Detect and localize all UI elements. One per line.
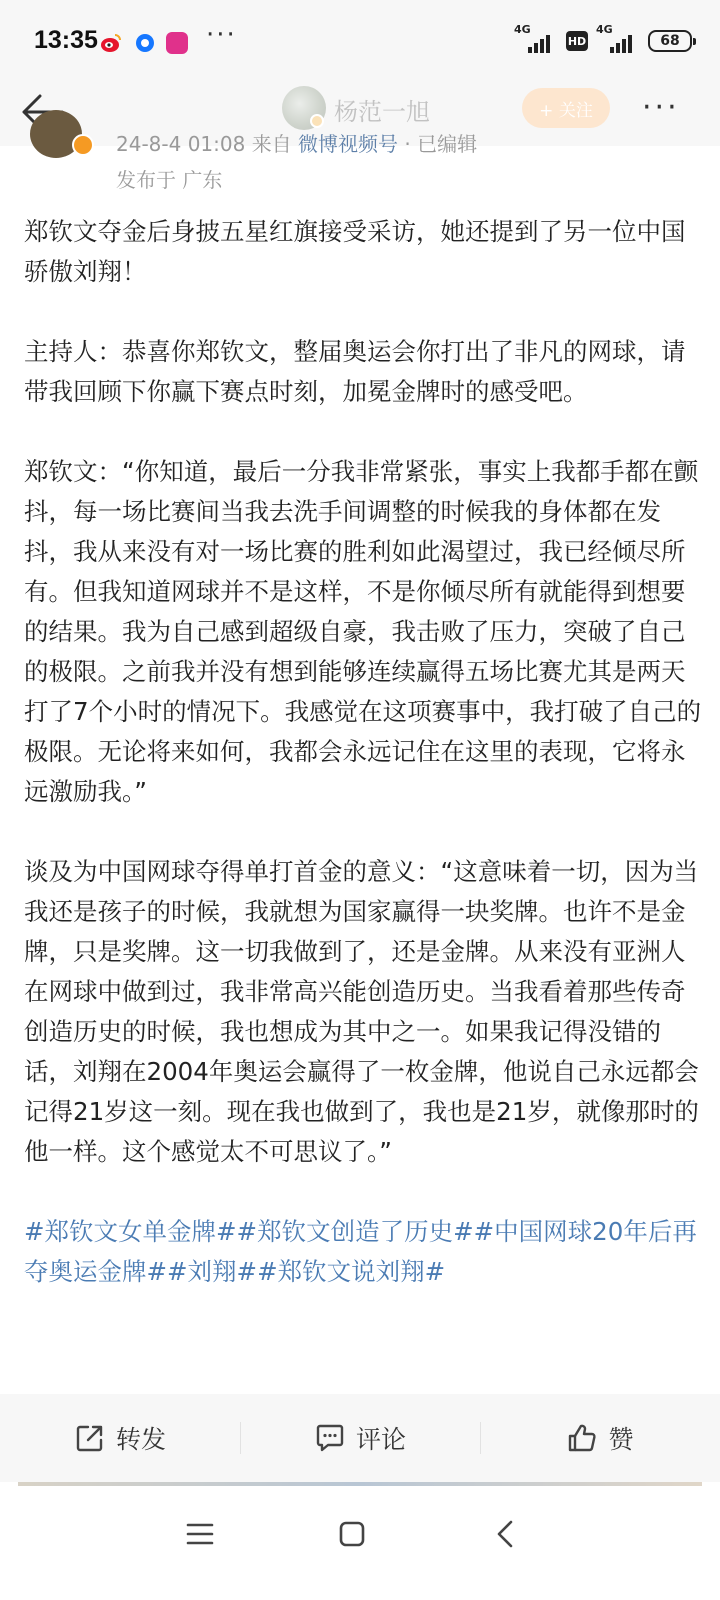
verified-badge-icon [72, 134, 94, 156]
battery-icon [648, 30, 692, 52]
comment-icon [314, 1422, 346, 1454]
battery-level: 68 [660, 33, 680, 49]
post-source-link[interactable]: 微博视频号 [298, 132, 399, 156]
post-paragraph: 郑钦文：“你知道，最后一分我非常紧张，事实上我都手都在颤抖，每一场比赛间当我去洗手间调整的时候我的身体都在发抖，我从来没有对一场比赛的胜利如此渴望过，我已经倾尽所有。但我知道网球并不是这样，不是你倾尽所有就能得到想要的结果。我为自己感到超级自豪，我击败了压力，突破了自己的极限。之前我并没有想到能够连续赢得五场比赛尤其是两天打了7个小时的情况下。我感觉在这项赛事中，我打破了自己的极限。无论将来如何，我都会永远记住在这里的表现，它将永远激励我。” [24, 457, 702, 806]
status-time: 13:35 [34, 26, 98, 54]
post-location: 发布于 广东 [116, 168, 223, 192]
post-meta: 24-8-4 01:08 来自 微博视频号 · 已编辑 [116, 132, 478, 156]
status-bar [0, 0, 720, 80]
hd-badge: HD [566, 31, 588, 51]
repost-icon [74, 1422, 106, 1454]
repost-label: 转发 [115, 1425, 166, 1454]
post-paragraph: 郑钦文夺金后身披五星红旗接受采访，她还提到了另一位中国骄傲刘翔！ [24, 217, 686, 286]
comment-label: 评论 [355, 1425, 406, 1454]
signal-icon [514, 23, 558, 55]
back-icon[interactable] [486, 1514, 526, 1554]
home-icon[interactable] [332, 1514, 372, 1554]
repost-button[interactable] [0, 1394, 240, 1482]
post-time: 24-8-4 01:08 [116, 132, 246, 156]
follow-button[interactable]: + 关注 [522, 88, 610, 128]
post-hashtags[interactable]: #郑钦文女单金牌##郑钦文创造了历史##中国网球20年后再夺奥运金牌##刘翔##郑钦文说刘翔# [24, 1217, 697, 1286]
shop-notification-icon [166, 32, 188, 54]
system-navigation-bar [0, 1486, 720, 1600]
nav-username[interactable]: 杨范一旭 [334, 98, 430, 126]
menu-icon[interactable] [180, 1514, 220, 1554]
post-content [0, 132, 720, 1394]
verified-badge-icon [310, 114, 324, 128]
more-notifications-icon: ··· [206, 20, 237, 50]
app-notification-icon [134, 32, 156, 54]
network-type-label: 4G [514, 23, 531, 36]
network-type-label-2: 4G [596, 23, 613, 36]
post-edited-label: 已编辑 [417, 132, 478, 156]
signal-icon-2 [596, 23, 640, 55]
more-options-icon[interactable]: ··· [642, 90, 680, 125]
post-paragraph: 主持人：恭喜你郑钦文，整届奥运会你打出了非凡的网球，请带我回顾下你赢下赛点时刻，加冕金牌时的感受吧。 [24, 337, 686, 406]
like-button[interactable] [480, 1394, 720, 1482]
post-paragraph: 谈及为中国网球夺得单打首金的意义：“这意味着一切，因为当我还是孩子的时候，我就想为国家赢得一块奖牌。也许不是金牌，只是奖牌。这一切我做到了，还是金牌。从来没有亚洲人在网球中做到过，我非常高兴能创造历史。当我看着那些传奇创造历史的时候，我也想成为其中之一。如果我记得没错的话，刘翔在2004年奥运会赢得了一枚金牌，他说自己永远都会记得21岁这一刻。现在我也做到了，我也是21岁，就像那时的他一样。这个感觉太不可思议了。” [24, 857, 699, 1166]
weibo-notification-icon [100, 32, 122, 54]
comment-button[interactable] [240, 1394, 480, 1482]
post-body [24, 212, 704, 1292]
post-from-label: 来自 [251, 132, 292, 156]
status-indicators [514, 23, 692, 56]
thumbs-up-icon [566, 1422, 598, 1454]
like-label: 赞 [608, 1425, 634, 1454]
action-bar [0, 1394, 720, 1482]
